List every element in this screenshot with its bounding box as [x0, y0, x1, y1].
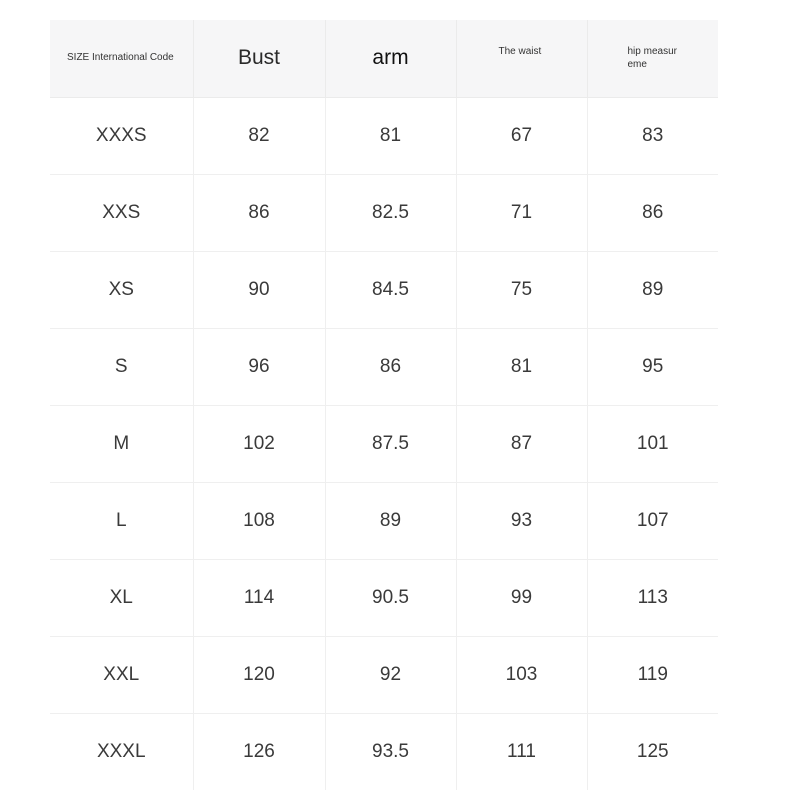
cell-arm: 92 [325, 636, 456, 713]
cell-bust: 102 [193, 405, 325, 482]
cell-arm: 84.5 [325, 251, 456, 328]
cell-size: XS [50, 251, 193, 328]
cell-bust: 126 [193, 713, 325, 790]
cell-size: M [50, 405, 193, 482]
cell-waist: 71 [456, 174, 587, 251]
cell-arm: 90.5 [325, 559, 456, 636]
cell-arm: 82.5 [325, 174, 456, 251]
cell-bust: 86 [193, 174, 325, 251]
cell-bust: 82 [193, 97, 325, 174]
cell-bust: 96 [193, 328, 325, 405]
table-row [50, 174, 718, 251]
header-size: SIZE International Code [50, 20, 193, 97]
cell-hip: 107 [587, 482, 718, 559]
cell-bust: 108 [193, 482, 325, 559]
table-row [50, 713, 718, 790]
cell-arm: 93.5 [325, 713, 456, 790]
table-row [50, 328, 718, 405]
cell-size: XXXL [50, 713, 193, 790]
cell-hip: 95 [587, 328, 718, 405]
header-arm: arm [325, 20, 456, 97]
cell-hip: 89 [587, 251, 718, 328]
cell-waist: 99 [456, 559, 587, 636]
cell-size: XXL [50, 636, 193, 713]
cell-waist: 81 [456, 328, 587, 405]
cell-hip: 86 [587, 174, 718, 251]
size-table [50, 20, 718, 790]
cell-size: XXS [50, 174, 193, 251]
cell-waist: 103 [456, 636, 587, 713]
table-row [50, 97, 718, 174]
cell-size: XXXS [50, 97, 193, 174]
table-row [50, 251, 718, 328]
cell-waist: 111 [456, 713, 587, 790]
header-hip [587, 20, 718, 97]
header-waist: The waist [456, 20, 587, 97]
cell-bust: 90 [193, 251, 325, 328]
cell-arm: 87.5 [325, 405, 456, 482]
cell-waist: 75 [456, 251, 587, 328]
cell-size: XL [50, 559, 193, 636]
header-row [50, 20, 718, 97]
cell-waist: 93 [456, 482, 587, 559]
size-chart [50, 20, 718, 790]
table-row [50, 482, 718, 559]
table-row [50, 636, 718, 713]
header-hip-label: hip measureme [627, 46, 677, 70]
cell-waist: 67 [456, 97, 587, 174]
cell-arm: 86 [325, 328, 456, 405]
table-row [50, 405, 718, 482]
cell-hip: 119 [587, 636, 718, 713]
cell-hip: 101 [587, 405, 718, 482]
cell-size: L [50, 482, 193, 559]
cell-hip: 83 [587, 97, 718, 174]
cell-hip: 125 [636, 740, 669, 762]
cell-arm: 81 [325, 97, 456, 174]
cell-bust: 114 [193, 559, 325, 636]
cell-size: S [50, 328, 193, 405]
cell-arm: 89 [325, 482, 456, 559]
cell-waist: 87 [456, 405, 587, 482]
table-row [50, 559, 718, 636]
cell-hip: 113 [587, 559, 718, 636]
cell-bust: 120 [193, 636, 325, 713]
header-bust: Bust [193, 20, 325, 97]
